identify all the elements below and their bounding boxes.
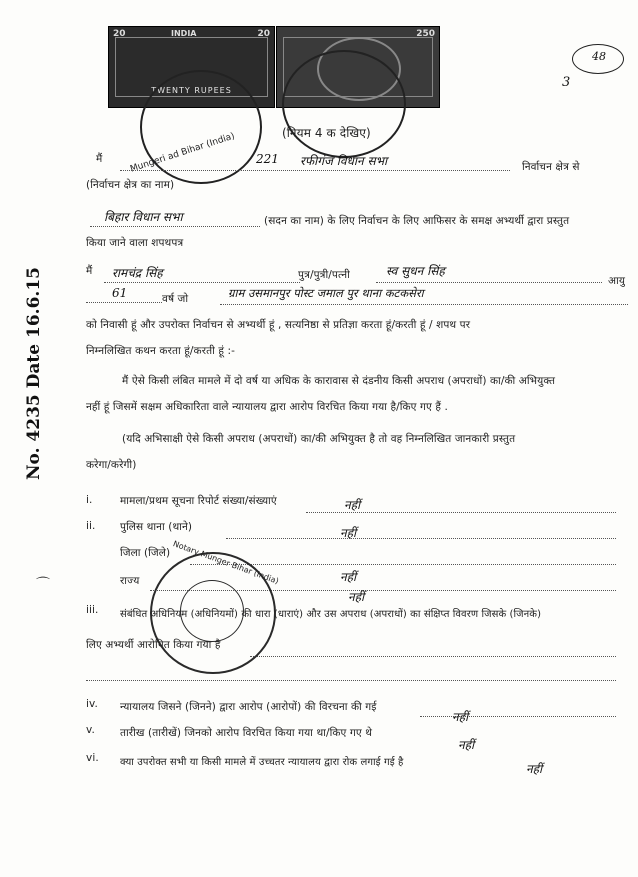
page-sub-number: 3 (562, 75, 571, 90)
form-title: (नियम 4 क देखिए) (282, 126, 371, 140)
age-label: आयु (608, 275, 626, 287)
intro-line4: किया जाने वाला शपथपत्र (86, 237, 184, 249)
item-label: लिए अभ्यर्थी आरोपित किया गया है (86, 639, 221, 651)
notary-seal-inner (180, 580, 244, 642)
deponent-name-handwritten: रामचंद्र सिंह (112, 266, 163, 280)
item-label: जिला (जिले) (120, 547, 171, 559)
resident-text: को निवासी हूं और उपरोक्त निर्वाचन से अभ्यर्थी हूं , सत्यनिष्ठा से प्रतिज्ञा करता हूं/करती हूं / शपथ पर (86, 319, 471, 331)
item-label: क्या उपरोक्त सभी या किसी मामले में उच्चतर न्यायालय द्वारा रोक लगाई गई है (120, 757, 404, 768)
item-label: पुलिस थाना (थाने) (120, 521, 193, 533)
stamp-denomination: TWENTY RUPEES (151, 86, 232, 95)
item-label: न्यायालय जिसने (जिनने) द्वारा आरोप (आरोपों) की विरचना की गई (120, 701, 377, 713)
item-answer: नहीं (340, 526, 357, 540)
item-answer: नहीं (340, 570, 357, 584)
age-handwritten: 61 (112, 286, 128, 300)
second-seal (282, 50, 406, 158)
intro-line2: (निर्वाचन क्षेत्र का नाम) (86, 179, 175, 191)
paragraph-1-line-1: मैं ऐसे किसी लंबित मामले में दो वर्ष या अधिक के कारावास से दंडनीय किसी अपराध (अपराधों) का/की अभियुक्त (122, 375, 556, 387)
item-number: i. (86, 494, 93, 506)
serial-number-handwritten: 221 (256, 152, 279, 166)
father-name-handwritten: स्व सुधन सिंह (386, 264, 445, 278)
registry-seal-text: Mungeri ad Bihar (India) (129, 131, 237, 175)
stamp-country: INDIA (171, 29, 197, 38)
item-answer: नहीं (452, 710, 469, 724)
years-label: वर्ष जो (162, 293, 189, 305)
item-label: संबंधित अधिनियम (अधिनियमों) की धारा (धाराएं) और उस अपराध (अपराधों) का संक्षिप्त विवरण जिसके (जिनके) (120, 609, 542, 620)
paragraph-2-line-1: (यदि अभिसाक्षी ऐसे किसी अपराध (अपराधों) का/की अभियुक्त है तो वह निम्नलिखित जानकारी प्रस्तुत (122, 433, 516, 445)
item-label: राज्य (120, 575, 140, 587)
item-label: तारीख (तारीखें) जिनको आरोप विरचित किया गया था/किए गए थे (120, 727, 372, 739)
deponent-prefix: मैं (86, 265, 93, 277)
paragraph-2-line-2: करेगा/करेगी) (86, 459, 137, 471)
intro-line1-suffix: निर्वाचन क्षेत्र से (522, 161, 580, 173)
page-number: 48 (592, 50, 606, 63)
item-number: iv. (86, 698, 98, 710)
stamp-value-left-right: 20 (257, 29, 270, 39)
item-answer: नहीं (526, 762, 543, 776)
stamp-value-right: 250 (416, 29, 435, 39)
stamp-value-left: 20 (113, 29, 126, 39)
constituency-handwritten: रफीगंज विधान सभा (300, 154, 388, 168)
item-number: iii. (86, 604, 99, 616)
item-label: मामला/प्रथम सूचना रिपोर्ट संख्या/संख्याएं (120, 495, 277, 507)
item-answer: नहीं (458, 738, 475, 752)
notary-seal-text: Notary Munger Bihar (India) (171, 539, 280, 586)
relation-label: पुत्र/पुत्री/पत्नी (298, 269, 350, 281)
paragraph-1-line-2: नहीं हूं जिसमें सक्षम अधिकारिता वाले न्यायालय द्वारा आरोप विरचित किया गया है/किए गए हैं . (86, 401, 448, 413)
house-handwritten: बिहार विधान सभा (104, 210, 183, 224)
item-answer: नहीं (344, 498, 361, 512)
registry-seal (140, 70, 262, 184)
item-answer: नहीं (348, 590, 365, 604)
statement-text: निम्नलिखित कथन करता हूं/करती हूं :- (86, 345, 235, 357)
margin-registration-note: No. 4235 Date 16.6.15 (24, 267, 44, 480)
intro-prefix: मैं (96, 153, 103, 165)
item-number: ii. (86, 520, 96, 532)
item-number: v. (86, 724, 95, 736)
item-number: vi. (86, 752, 99, 764)
intro-line3: (सदन का नाम) के लिए निर्वाचन के लिए आफिसर के समक्ष अभ्यर्थी द्वारा प्रस्तुत (264, 215, 570, 227)
margin-mark: ⌒ (36, 577, 50, 593)
address-handwritten: ग्राम उसमानपुर पोस्ट जमाल पुर थाना कटकसेरा (228, 286, 424, 300)
